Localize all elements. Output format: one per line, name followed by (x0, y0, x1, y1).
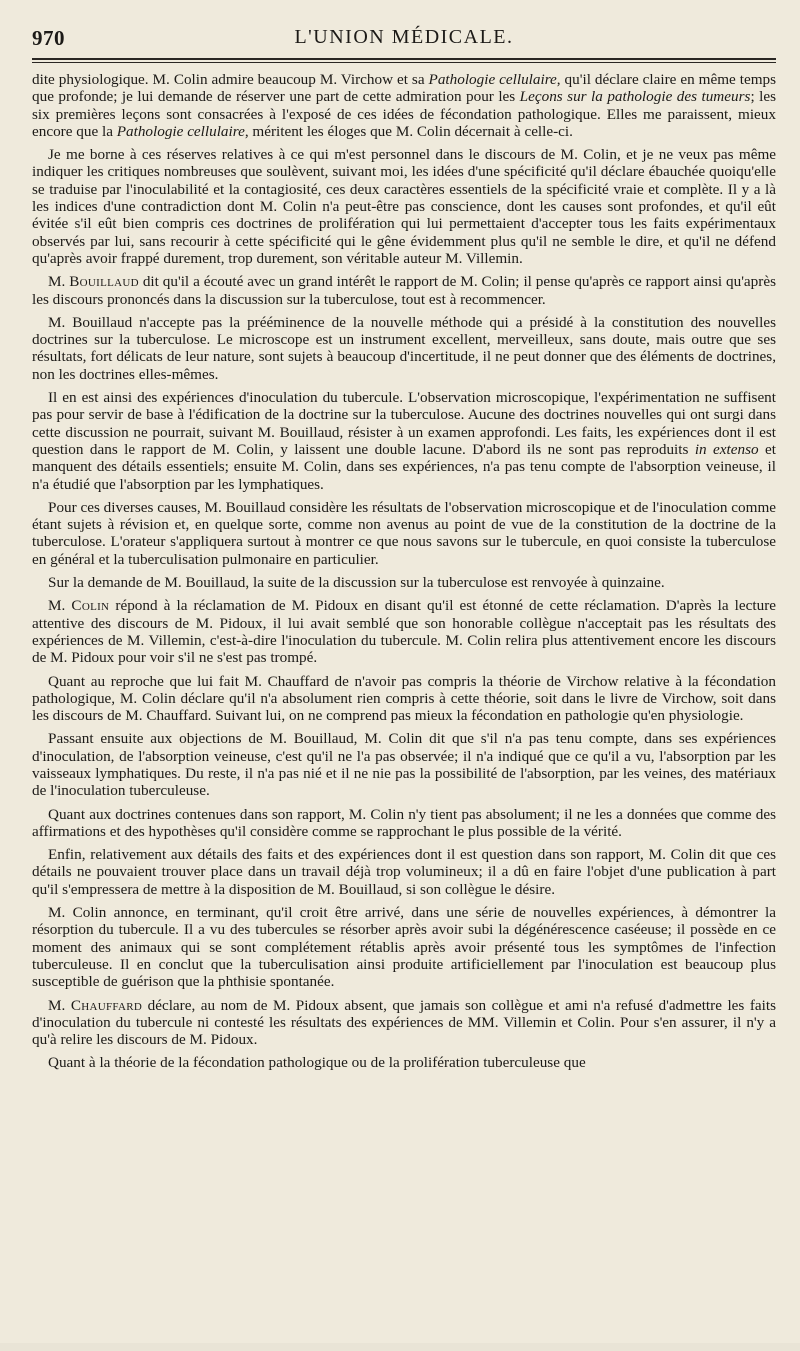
paragraph (32, 1054, 776, 1071)
paragraph (32, 273, 776, 308)
paragraph-text: Passant ensuite aux objections de M. Bouillaud, M. Colin dit que s'il n'a pas tenu compte, dans ses expériences d'inoculation, de l'absorption veineuse, c'est qu'il ne l'a pas observée; il n'a indiqué que ce qu'il a vu, l'absorption par les vaisseaux lymphatiques. Du reste, il n'a pas nié et il ne nie pas la possibilité de l'absorption, par les veines, des matériaux de l'inoculation tuberculeuse. (32, 730, 776, 800)
article-body (32, 71, 776, 1072)
paragraph (32, 846, 776, 898)
paragraph-text: Enfin, relativement aux détails des faits et des expériences dont il est question dans son rapport, M. Colin dit que ces détails ne pouvaient trouver place dans un travail déjà trop volumineux; il a dû en faire l'objet d'une publication à part qu'il s'empressera de mettre à la disposition de M. Bouillaud, si son collègue le désire. (32, 846, 776, 898)
running-header (32, 22, 776, 54)
paragraph-text: , méritent les éloges que M. Colin décernait à celle-ci. (244, 122, 573, 140)
header-rule-thin (32, 62, 776, 63)
italic-title: Pathologie cellulaire (116, 122, 245, 140)
italic-title: in extenso (694, 440, 759, 458)
page-bottom-margin (0, 1343, 800, 1351)
italic-title: Pathologie cellulaire (428, 71, 557, 88)
paragraph-text: M. Colin annonce, en terminant, qu'il croit être arrivé, dans une série de nouvelles expériences, à démontrer la résorption du tubercule. Il a vu des tubercules se résorber après avoir subi la dégénérescence caséeuse; il possède en ce moment des animaux qui se sont complétement rétablis après avoir présenté tous les symptômes de l'infection tuberculeuse. Il en conclut que la tuberculisation ainsi produite artificiellement par l'inoculation est beaucoup plus susceptible de guérison que la phthisie spontanée. (32, 904, 776, 991)
paragraph-text: dite physiologique. M. Colin admire beaucoup M. Virchow et sa (32, 71, 429, 88)
page-number: 970 (32, 26, 65, 50)
paragraph-text: M. (48, 597, 72, 615)
paragraph-text: ; les six premières leçons sont consacrées à l'exposé de ces idées de fécondation pathologique. Elles me paraissent, mieux encore que la (32, 88, 777, 140)
journal-title: L'UNION MÉDICALE. (294, 26, 514, 48)
paragraph-text: M. (48, 273, 70, 291)
paragraph-text: et manquent des détails essentiels; ensuite M. Colin, dans ses expériences, n'a pas tenu compte de l'absorption veineuse, il n'a étudié que l'absorption par les lymphatiques. (32, 440, 776, 493)
paragraph-text: dit qu'il a écouté avec un grand intérêt le rapport de M. Colin; il pense qu'après ce rapport ainsi qu'après les discours prononcés dans la discussion sur la tuberculose, tout est à recommencer. (32, 273, 776, 308)
paragraph (32, 806, 776, 841)
paragraph (32, 673, 776, 725)
paragraph (32, 730, 776, 799)
paragraph-text: , qu'il déclare claire en même temps que profonde; je lui demande de réserver une part de cette admiration pour les (32, 71, 777, 106)
paragraph-text: Je me borne à ces réserves relatives à ce qui m'est personnel dans le discours de M. Colin, et je ne veux pas même indiquer les critiques nombreuses que soulèvent, suivant moi, les idées d'une spécificité qu'il déclare ébauchée quoiqu'elle se traduise par l'inoculabilité et la contagiosité, ces deux caractères essentiels de la spécificité vraie et complète. Il y a là les indices d'une contradiction dont M. Colin n'a peut-être pas conscience, dont les causes sont profondes, et qu'il eût évitée s'il eût bien compris ces doctrines de prolifération qui lui permettaient d'accepter tous les faits expérimentaux observés par lui, sans recourir à cette spécificité qui le gêne évidemment plus qu'il ne semble le dire, et qu'il ne défend qu'après avoir frappé durement, trop durement, son véritable auteur M. Villemin. (32, 146, 776, 267)
paragraph-text: Quant à la théorie de la fécondation pathologique ou de la prolifération tuberculeuse que (48, 1054, 586, 1072)
paragraph-text: déclare, au nom de M. Pidoux absent, que jamais son collègue et ami n'a refusé d'admettre les faits d'inoculation du tubercule ni contesté les résultats des expériences de MM. Villemin et Colin. Pour s'en assurer, il n'y a qu'à relire les discours de M. Pidoux. (32, 996, 776, 1049)
paragraph-text: Quant au reproche que lui fait M. Chauffard de n'avoir pas compris la théorie de Virchow relative à la fécondation pathologique, M. Colin déclare qu'il n'a absolument rien compris à cette théorie, soit dans le livre de Virchow, soit dans les discours de M. Chauffard. Suivant lui, on ne comprend pas mieux la fécondation en pathologie qu'en physiologie. (32, 672, 776, 725)
italic-title: Leçons sur la pathologie des tumeurs (519, 88, 751, 106)
paragraph-text: M. Bouillaud n'accepte pas la prééminence de la nouvelle méthode qui a présidé à la constitution des nouvelles doctrines sur la tuberculose. Le microscope est un instrument excellent, merveilleux, sans doute, mais outre que ses résultats, fort délicats de leur nature, sont sujets à beaucoup d'incertitude, il ne peut donner que des éléments de doctrines, non les doctrines elles-mêmes. (32, 313, 776, 383)
paragraph (32, 389, 776, 493)
paragraph (32, 997, 776, 1049)
paragraph-text: répond à la réclamation de M. Pidoux en disant qu'il est étonné de cette réclamation. D'après la lecture attentive des discours de M. Pidoux, il lui avait semblé que son honorable collègue n'acceptait pas les résultats des expériences de M. Villemin, c'est-à-dire l'inoculation du tubercule. M. Colin relira plus attentivement encore les discours de M. Pidoux pour voir s'il ne s'est pas trompé. (32, 597, 776, 667)
paragraph-text: Il en est ainsi des expériences d'inoculation du tubercule. L'observation microscopique, l'expérimentation ne suffisent pas pour servir de base à l'édification de la doctrine sur la tuberculose. Aucune des doctrines nouvelles qui ont surgi dans cette discussion ne pourrait, suivant M. Bouillaud, résister à un examen approfondi. Les faits, les expériences dont il est question dans le rapport de M. Colin, y laissent une double lacune. D'abord ils ne sont pas reproduits (32, 389, 776, 458)
speaker-name: Bouillaud (69, 273, 139, 291)
paragraph (32, 597, 776, 666)
paragraph (32, 146, 776, 267)
paragraph-text: Pour ces diverses causes, M. Bouillaud considère les résultats de l'observation microscopique et de l'inoculation comme étant sujets à révision et, en quelque sorte, comme non avenus au point de vue de la constitution de la doctrine de la tuberculose. L'orateur s'appliquera surtout à montrer ce que nous savons sur le tubercule, en quoi consiste la tuberculose en général et la tuberculisation pulmonaire en particulier. (32, 498, 776, 568)
paragraph (32, 71, 776, 140)
header-rule (32, 58, 776, 60)
paragraph (32, 904, 776, 990)
paragraph-text: Quant aux doctrines contenues dans son rapport, M. Colin n'y tient pas absolument; il ne les a données que comme des affirmations et des hypothèses qu'il considère comme se rapprochant le plus possible de la vérité. (32, 805, 776, 840)
paragraph-text: M. (48, 996, 71, 1014)
speaker-name: Colin (71, 597, 110, 615)
speaker-name: Chauffard (70, 996, 143, 1014)
paragraph (32, 499, 776, 568)
paragraph (32, 314, 776, 383)
paragraph (32, 574, 776, 591)
paragraph-text: Sur la demande de M. Bouillaud, la suite de la discussion sur la tuberculose est renvoyée à quinzaine. (48, 574, 665, 592)
